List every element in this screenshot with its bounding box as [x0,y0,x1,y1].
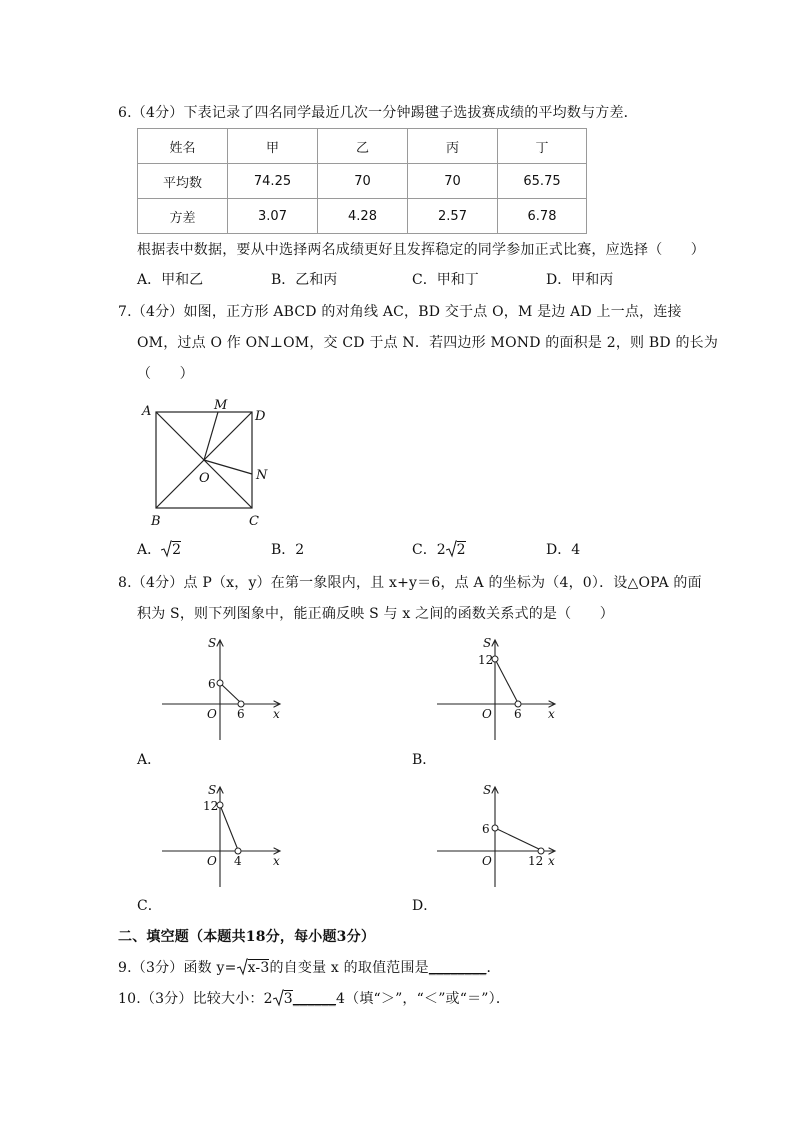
origin-label: O [482,707,492,721]
origin-label: O [207,707,217,721]
q10-text-before: 比较大小：2 [192,991,273,1007]
table-cell: 平均数 [138,164,228,199]
y-value-label: 12 [203,799,219,813]
function-segment [495,659,518,703]
q9-text-after: 的自变量 x 的取值范围是 [269,960,429,976]
q7-option-c [412,540,466,560]
label-m: M [214,398,228,413]
table-cell: 方差 [138,199,228,234]
q9-text-before: 函数 y= [183,960,237,976]
y-axis-label: S [483,783,492,797]
q9-end: ． [486,960,501,976]
table-header-cell: 丙 [408,129,498,164]
open-point [492,825,498,831]
q8-graph-b [430,630,565,745]
q10-answer-blank[interactable]: ______ [292,991,337,1007]
q8-graph-c [155,777,290,892]
y-axis-label: S [208,783,217,797]
q8-graph-a [155,630,290,745]
q7-line-2: OM，过点 O 作 ON⊥OM，交 CD 于点 N．若四边形 MOND 的面积是 2，则 BD 的长为 [137,335,719,351]
q6-option-a: A．甲和乙 [137,272,204,288]
q9-number: 9. [118,960,132,976]
table-cell: 70 [318,164,408,199]
q8-line-2: 积为 S，则下列图象中，能正确反映 S 与 x 之间的函数关系式的是（ ） [137,606,614,622]
q7-option-c-radicand: 2 [456,542,466,558]
q7-score: （4分） [131,304,184,320]
q6-score: （4分） [131,105,184,121]
x-axis-label: x [273,707,280,721]
q6-option-c: C．甲和丁 [412,272,479,288]
table-cell: 3.07 [228,199,318,234]
label-o: O [199,471,210,486]
q6-stem-text: 下表记录了四名同学最近几次一分钟踢毽子选拔赛成绩的平均数与方差． [183,105,638,121]
q9-radicand: x-3 [247,960,270,976]
function-segment [495,828,541,850]
origin-label: O [482,854,492,868]
q8-option-b: B． [412,752,437,768]
q6-number: 6. [118,105,132,121]
y-value-label: 12 [478,653,494,667]
label-b: B [151,514,161,529]
label-c: C [249,514,259,529]
q8-option-c: C． [137,898,162,914]
origin-label: O [207,854,217,868]
y-value-label: 6 [482,822,490,836]
y-value-label: 6 [208,677,216,691]
q7-option-b: B．2 [271,542,305,558]
q7-option-a [137,540,181,560]
table-cell: 4.28 [318,199,408,234]
table-header-cell: 甲 [228,129,318,164]
q7-square-figure [130,395,280,535]
q6-question: 根据表中数据，要从中选择两名成绩更好且发挥稳定的同学参加正式比赛，应选择（ ） [137,242,705,258]
function-segment [220,683,241,703]
section-2-title: 二、填空题（本题共18分，每小题3分） [118,929,376,945]
label-d: D [255,409,266,424]
q8-graph-d [430,777,565,892]
q7-option-a-prefix: A． [137,542,162,558]
table-row [138,199,587,234]
table-cell: 70 [408,164,498,199]
x-axis-label: x [548,707,555,721]
sqrt-symbol [273,989,284,1009]
q9-score: （3分） [131,960,184,976]
x-value-label: 6 [514,707,522,721]
q9-answer-blank[interactable]: ________ [428,960,487,976]
q10-line [118,989,510,1009]
table-cell: 74.25 [228,164,318,199]
x-value-label: 6 [237,707,245,721]
table-header-cell: 姓名 [138,129,228,164]
q6-stem [118,103,638,123]
x-value-label: 12 [528,854,544,868]
q10-score: （3分） [140,991,193,1007]
table-cell: 65.75 [498,164,587,199]
table-cell: 2.57 [408,199,498,234]
x-value-label: 4 [234,854,242,868]
q7-number: 7. [118,304,132,320]
x-axis-label: x [548,854,555,868]
q7-option-c-prefix: C．2 [412,542,446,558]
table-header-cell: 丁 [498,129,587,164]
y-axis-label: S [208,636,217,650]
table-cell: 6.78 [498,199,587,234]
q7-option-a-radicand: 2 [172,542,182,558]
q7-option-d: D．4 [546,542,581,558]
q8-number: 8. [118,575,132,591]
q7-line-3: （ ） [137,366,194,382]
table-row [138,164,587,199]
table-header-cell: 乙 [318,129,408,164]
label-a: A [142,404,152,419]
q7-line-1 [118,302,682,322]
y-axis-label: S [483,636,492,650]
table-row [138,129,587,164]
q10-text-after: 4（填“＞”，“＜”或“＝”）． [336,991,511,1007]
q6-score-table [137,128,587,234]
q8-score: （4分） [131,575,184,591]
open-point [217,680,223,686]
q8-option-a: A． [137,752,162,768]
sqrt-symbol [237,958,248,978]
sqrt-symbol [161,540,172,560]
q10-radicand: 3 [283,991,293,1007]
q7-line-1-text: 如图，正方形 ABCD 的对角线 AC，BD 交于点 O，M 是边 AD 上一点，连接 [183,304,682,320]
x-axis-label: x [273,854,280,868]
sqrt-symbol [446,540,457,560]
function-segment [220,805,238,850]
q8-line-1 [118,573,702,593]
q6-option-b: B．乙和丙 [271,272,338,288]
q8-line-1-text: 点 P（x，y）在第一象限内，且 x+y＝6，点 A 的坐标为（4，0）．设△OPA 的面 [183,575,702,591]
q9-line [118,958,501,978]
q10-number: 10. [118,991,141,1007]
label-n: N [256,468,268,483]
q6-option-d: D．甲和丙 [546,272,614,288]
q8-option-d: D． [412,898,438,914]
